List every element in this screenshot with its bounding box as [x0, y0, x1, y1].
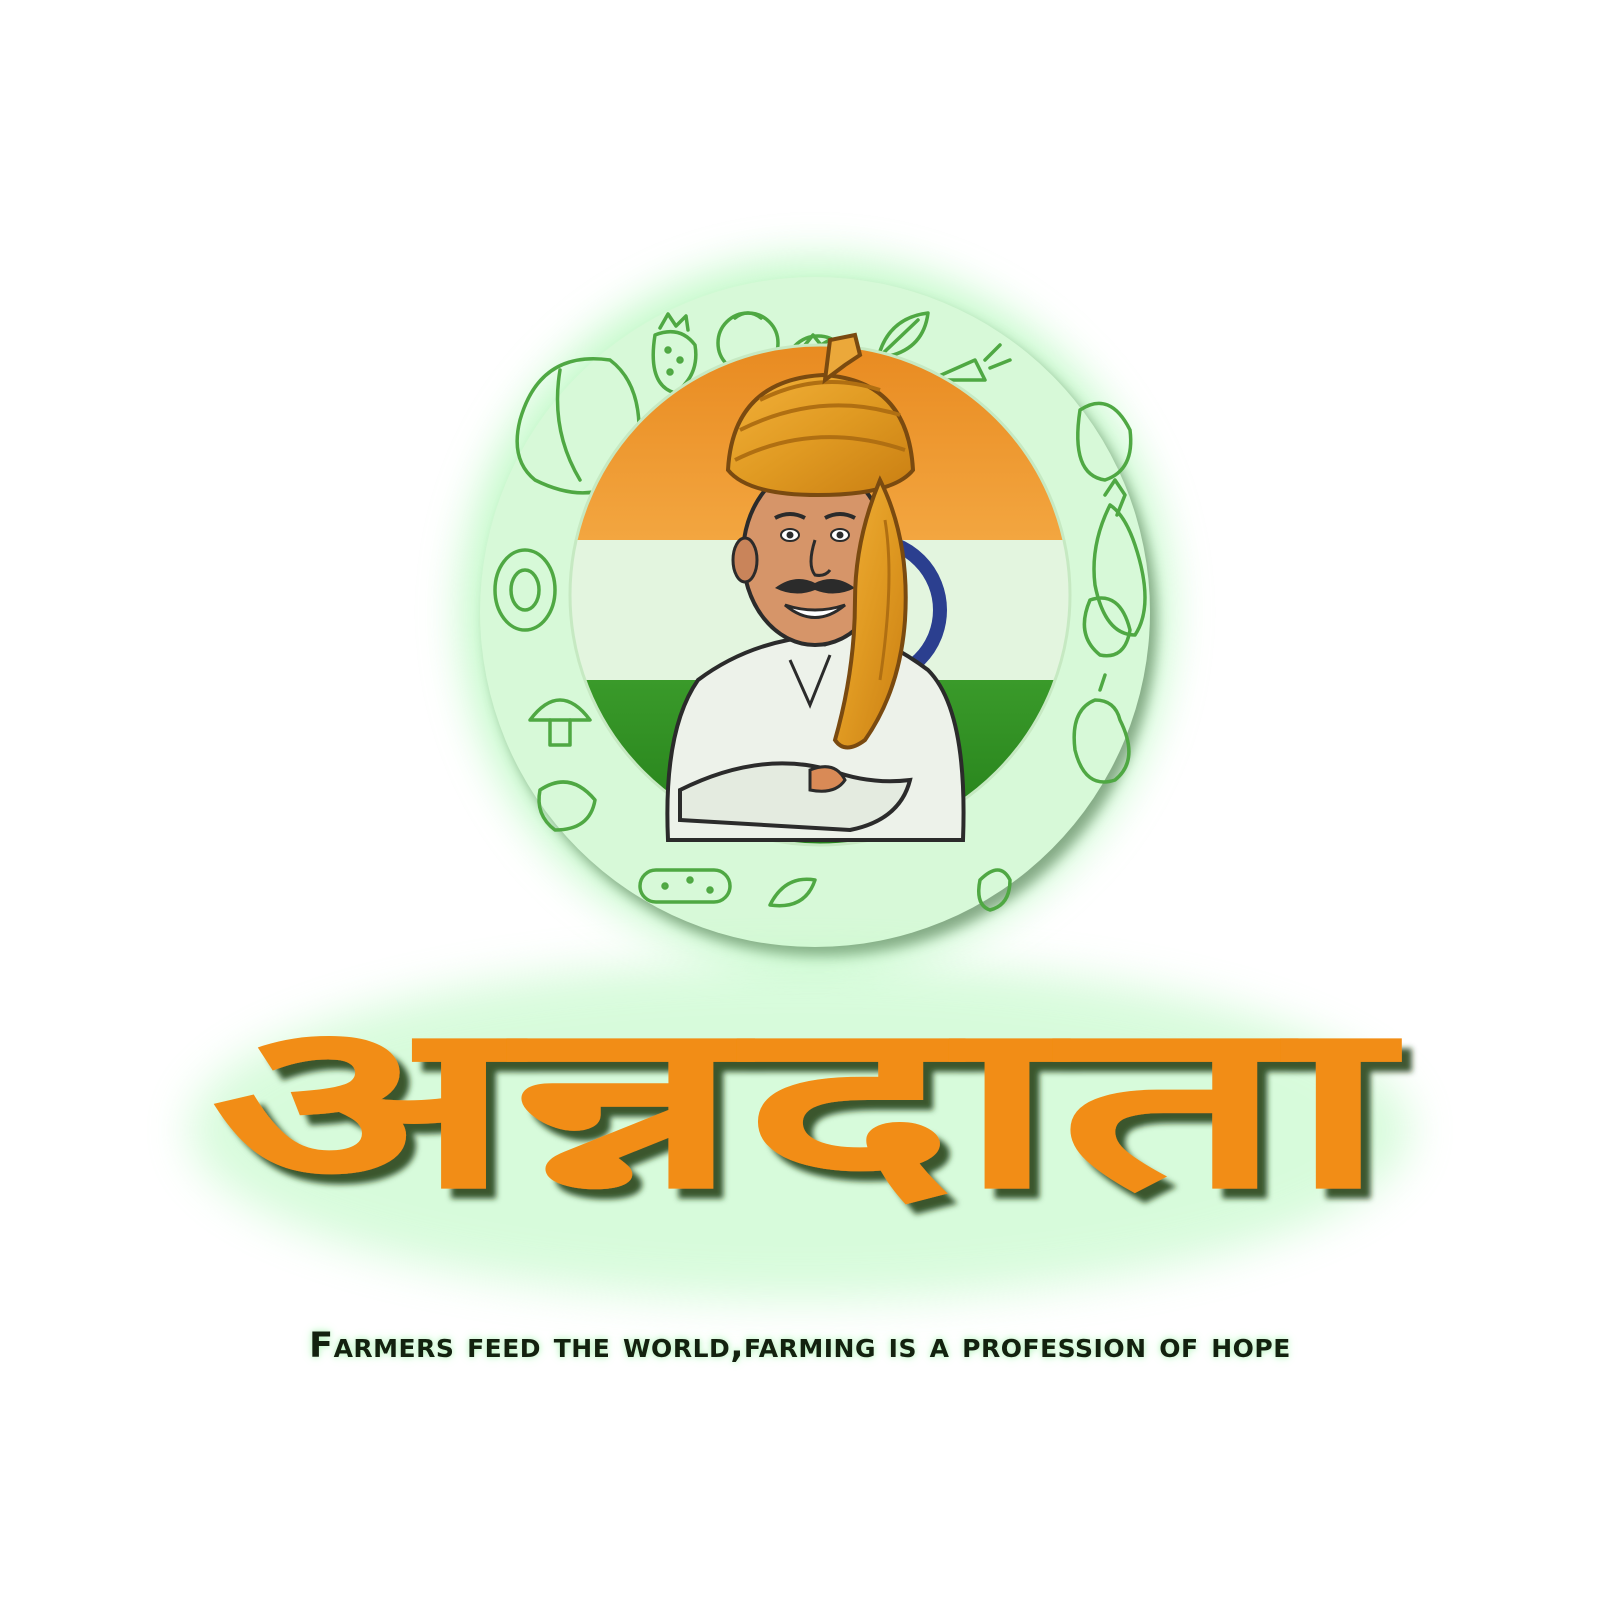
tagline: Farmers feed the world,farming is a profession of hope [309, 1326, 1291, 1366]
brand-name-wordmark [0, 980, 1600, 1280]
brand-name: अन्नदाता [210, 980, 1403, 1240]
